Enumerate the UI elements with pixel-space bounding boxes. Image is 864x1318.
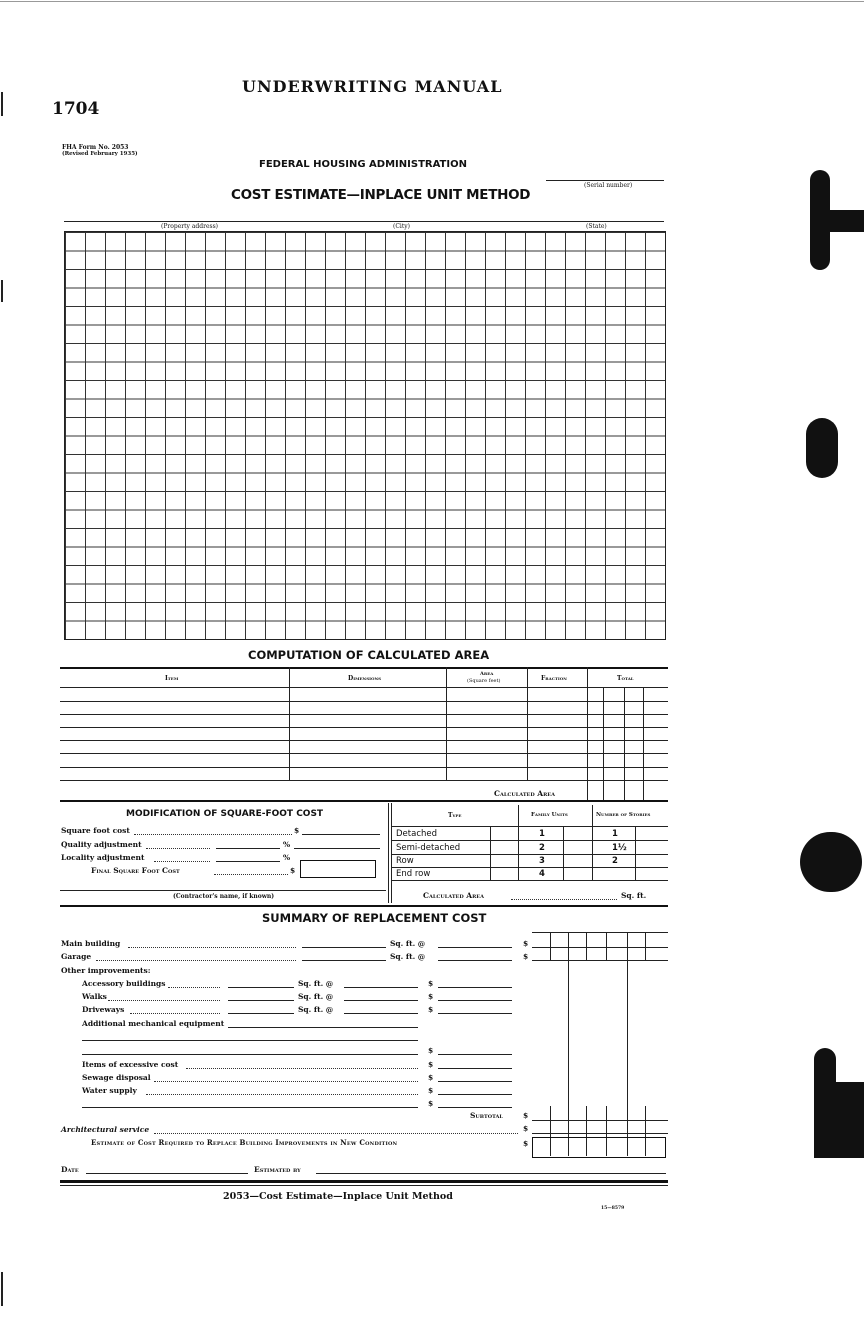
binder-tab-bottom-arm — [814, 1082, 864, 1158]
sq-ft-label: Sq. ft. — [621, 891, 647, 900]
type-calculated-area-label: Calculated Area — [423, 891, 484, 900]
main-building-sqft-at: Sq. ft. @ — [390, 939, 426, 948]
stories-1-half: 1½ — [612, 843, 627, 853]
form-title: COST ESTIMATE—INPLACE UNIT METHOD — [231, 187, 531, 203]
margin-mark — [1, 280, 3, 302]
binder-hole-mid — [806, 418, 838, 478]
serial-label: (Serial number) — [584, 182, 633, 189]
agency-name: FEDERAL HOUSING ADMINISTRATION — [259, 159, 467, 170]
walks-dollar: $ — [428, 992, 434, 1001]
final-sqft-cost-label: Final Square Foot Cost — [91, 866, 180, 875]
margin-mark — [1, 1272, 3, 1306]
modification-title: MODIFICATION OF SQUARE-FOOT COST — [126, 809, 324, 819]
family-units-3: 3 — [539, 856, 545, 866]
estimated-by-label: Estimated by — [254, 1165, 301, 1174]
walks-sqft-at: Sq. ft. @ — [298, 992, 334, 1001]
excessive-cost-label: Items of excessive cost — [82, 1060, 179, 1069]
quality-adjustment-label: Quality adjustment — [61, 840, 142, 849]
quality-adjustment-symbol: % — [283, 840, 291, 849]
binder-hole-lower — [800, 832, 862, 892]
subtotal-label: Subtotal — [470, 1111, 503, 1120]
architectural-dollar: $ — [523, 1124, 529, 1133]
locality-adjustment-symbol: % — [283, 853, 291, 862]
city-label: (City) — [393, 223, 410, 230]
contractor-label: (Contractor's name, if known) — [173, 893, 275, 900]
page-number: 1704 — [52, 99, 100, 119]
serial-line — [546, 180, 664, 181]
col-item: Item — [165, 675, 179, 682]
architectural-service-label: Architectural service — [61, 1125, 150, 1134]
form-revised: (Revised February 1935) — [62, 151, 138, 157]
type-detached: Detached — [396, 829, 438, 839]
family-units-1: 1 — [539, 829, 545, 839]
family-units-2: 2 — [539, 843, 545, 853]
col-total: Total — [617, 675, 634, 682]
mechanical-equipment-label: Additional mechanical equipment — [82, 1019, 225, 1028]
final-sqft-cost-box — [300, 860, 376, 878]
binder-tab-top-arm — [810, 210, 864, 232]
sewage-disposal-label: Sewage disposal — [82, 1073, 151, 1082]
summary-title: SUMMARY OF REPLACEMENT COST — [262, 911, 487, 925]
subtotal-dollar: $ — [523, 1111, 529, 1120]
stories-1: 1 — [612, 829, 618, 839]
col-area: Area — [480, 671, 494, 677]
family-units-4: 4 — [539, 869, 545, 879]
date-label: Date — [61, 1165, 79, 1174]
accessory-buildings-label: Accessory buildings — [82, 979, 166, 988]
print-code: 15—8579 — [601, 1206, 625, 1211]
estimate-dollar: $ — [523, 1139, 529, 1148]
garage-dollar: $ — [523, 952, 529, 961]
type-row: Row — [396, 856, 414, 866]
sewage-dollar: $ — [428, 1073, 434, 1082]
mechanical-dollar: $ — [428, 1046, 434, 1055]
type-semi-detached: Semi-detached — [396, 843, 461, 853]
blank-line-dollar: $ — [428, 1099, 434, 1108]
col-dimensions: Dimensions — [348, 675, 381, 682]
excessive-cost-dollar: $ — [428, 1060, 434, 1069]
water-supply-dollar: $ — [428, 1086, 434, 1095]
stories-header: Number of Stories — [596, 812, 651, 818]
estimate-label: Estimate of Cost Required to Replace Building Improvements in New Condition — [91, 1138, 398, 1147]
driveways-sqft-at: Sq. ft. @ — [298, 1005, 334, 1014]
manual-title: UNDERWRITING MANUAL — [242, 77, 503, 96]
computation-title: COMPUTATION OF CALCULATED AREA — [248, 648, 490, 662]
type-header: Type — [448, 812, 462, 819]
stories-2: 2 — [612, 856, 618, 866]
other-improvements-label: Other improvements: — [61, 966, 151, 975]
sketch-grid — [64, 231, 666, 640]
driveways-dollar: $ — [428, 1005, 434, 1014]
main-building-label: Main building — [61, 939, 121, 948]
col-fraction: Fraction — [541, 675, 567, 682]
calculated-area-label: Calculated Area — [494, 789, 555, 798]
col-area-unit: (Square feet) — [467, 678, 501, 684]
accessory-sqft-at: Sq. ft. @ — [298, 979, 334, 988]
estimate-total-box — [532, 1137, 666, 1158]
footer-caption: 2053—Cost Estimate—Inplace Unit Method — [223, 1191, 453, 1202]
sqft-cost-symbol: $ — [294, 826, 300, 835]
form-number: FHA Form No. 2053 — [62, 144, 129, 151]
walks-label: Walks — [82, 992, 107, 1001]
property-address-label: (Property address) — [161, 223, 219, 230]
main-building-dollar: $ — [523, 939, 529, 948]
final-sqft-cost-symbol: $ — [290, 866, 296, 875]
type-end-row: End row — [396, 869, 431, 879]
state-label: (State) — [586, 223, 607, 230]
accessory-dollar: $ — [428, 979, 434, 988]
family-units-header: Family Units — [531, 812, 568, 818]
water-supply-label: Water supply — [82, 1086, 137, 1095]
garage-sqft-at: Sq. ft. @ — [390, 952, 426, 961]
address-line — [64, 221, 664, 222]
margin-mark — [1, 92, 3, 116]
driveways-label: Driveways — [82, 1005, 125, 1014]
locality-adjustment-label: Locality adjustment — [61, 853, 145, 862]
garage-label: Garage — [61, 952, 92, 961]
sqft-cost-label: Square foot cost — [61, 826, 130, 835]
